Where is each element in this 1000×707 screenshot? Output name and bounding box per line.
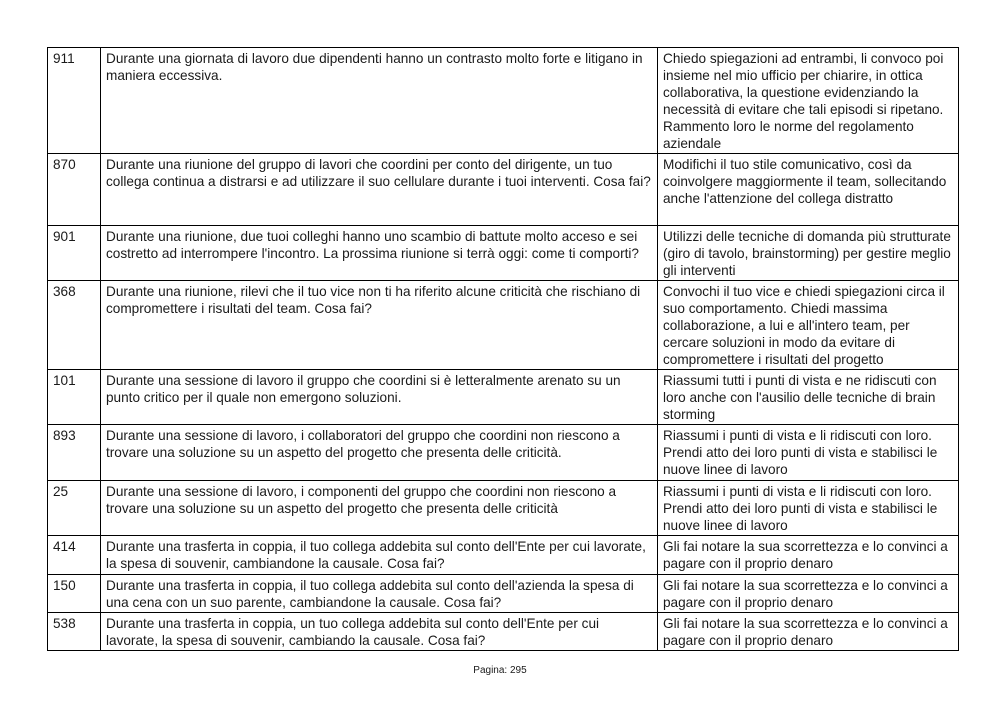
question-text: Durante una sessione di lavoro, i componenti del gruppo che coordini non riescono a trovare una soluzione su un aspetto del progetto che presenta delle criticità [101, 481, 658, 536]
question-text: Durante una riunione, due tuoi colleghi hanno uno scambio di battute molto acceso e sei costretto ad interrompere l'incontro. La prossima riunione si terrà oggi: come ti comporti? [101, 226, 658, 281]
table-row [48, 370, 959, 425]
question-text: Durante una trasferta in coppia, il tuo collega addebita sul conto dell'Ente per cui lavorate, la spesa di souvenir, cambiandone la causale. Cosa fai? [101, 536, 658, 575]
table-row [48, 425, 959, 481]
table-row [48, 226, 959, 281]
answer-text: Riassumi i punti di vista e li ridiscuti con loro. Prendi atto dei loro punti di vista e stabilisci le nuove linee di lavoro [658, 425, 959, 481]
question-text: Durante una sessione di lavoro, i collaboratori del gruppo che coordini non riescono a trovare una soluzione su un aspetto del progetto che presenta delle criticità. [101, 425, 658, 481]
question-id: 870 [48, 154, 101, 226]
answer-text: Gli fai notare la sua scorrettezza e lo convinci a pagare con il proprio denaro [658, 575, 959, 613]
question-id: 414 [48, 536, 101, 575]
question-text: Durante una riunione del gruppo di lavori che coordini per conto del dirigente, un tuo collega continua a distrarsi e ad utilizzare il suo cellulare durante i tuoi interventi. Cosa fai? [101, 154, 658, 226]
page-number: Pagina: 295 [473, 665, 527, 676]
question-text: Durante una trasferta in coppia, il tuo collega addebita sul conto dell'azienda la spesa di una cena con un suo parente, cambiandone la causale. Cosa fai? [101, 575, 658, 613]
question-text: Durante una riunione, rilevi che il tuo vice non ti ha riferito alcune criticità che rischiano di compromettere i risultati del team. Cosa fai? [101, 281, 658, 370]
question-text: Durante una trasferta in coppia, un tuo collega addebita sul conto dell'Ente per cui lavorate, la spesa di souvenir, cambiando la causale. Cosa fai? [101, 613, 658, 651]
answer-text: Gli fai notare la sua scorrettezza e lo convinci a pagare con il proprio denaro [658, 613, 959, 651]
table-row [48, 481, 959, 536]
question-id: 538 [48, 613, 101, 651]
table-row [48, 575, 959, 613]
table-row [48, 613, 959, 651]
answer-text: Convochi il tuo vice e chiedi spiegazioni circa il suo comportamento. Chiedi massima collaborazione, a lui e all'intero team, per cercare soluzioni in modo da evitare di compromettere i risultati del progetto [658, 281, 959, 370]
answer-text: Utilizzi delle tecniche di domanda più strutturate (giro di tavolo, brainstorming) per gestire meglio gli interventi [658, 226, 959, 281]
question-id: 911 [48, 48, 101, 154]
question-id: 101 [48, 370, 101, 425]
table-row [48, 536, 959, 575]
table-row [48, 281, 959, 370]
answer-text: Modifichi il tuo stile comunicativo, così da coinvolgere maggiormente il team, sollecitando anche l'attenzione del collega distratto [658, 154, 959, 226]
question-table [47, 47, 959, 651]
answer-text: Riassumi tutti i punti di vista e ne ridiscuti con loro anche con l'ausilio delle tecniche di brain storming [658, 370, 959, 425]
question-text: Durante una giornata di lavoro due dipendenti hanno un contrasto molto forte e litigano in maniera eccessiva. [101, 48, 658, 154]
question-id: 25 [48, 481, 101, 536]
table-row [48, 154, 959, 226]
question-id: 368 [48, 281, 101, 370]
question-id: 150 [48, 575, 101, 613]
question-id: 893 [48, 425, 101, 481]
table-row [48, 48, 959, 154]
answer-text: Riassumi i punti di vista e li ridiscuti con loro. Prendi atto dei loro punti di vista e stabilisci le nuove linee di lavoro [658, 481, 959, 536]
answer-text: Chiedo spiegazioni ad entrambi, li convoco poi insieme nel mio ufficio per chiarire, in ottica collaborativa, la questione evidenziando la necessità di evitare che tali episodi si ripetano. Rammento loro le norme del regolamento aziendale [658, 48, 959, 154]
question-id: 901 [48, 226, 101, 281]
answer-text: Gli fai notare la sua scorrettezza e lo convinci a pagare con il proprio denaro [658, 536, 959, 575]
question-text: Durante una sessione di lavoro il gruppo che coordini si è letteralmente arenato su un punto critico per il quale non emergono soluzioni. [101, 370, 658, 425]
